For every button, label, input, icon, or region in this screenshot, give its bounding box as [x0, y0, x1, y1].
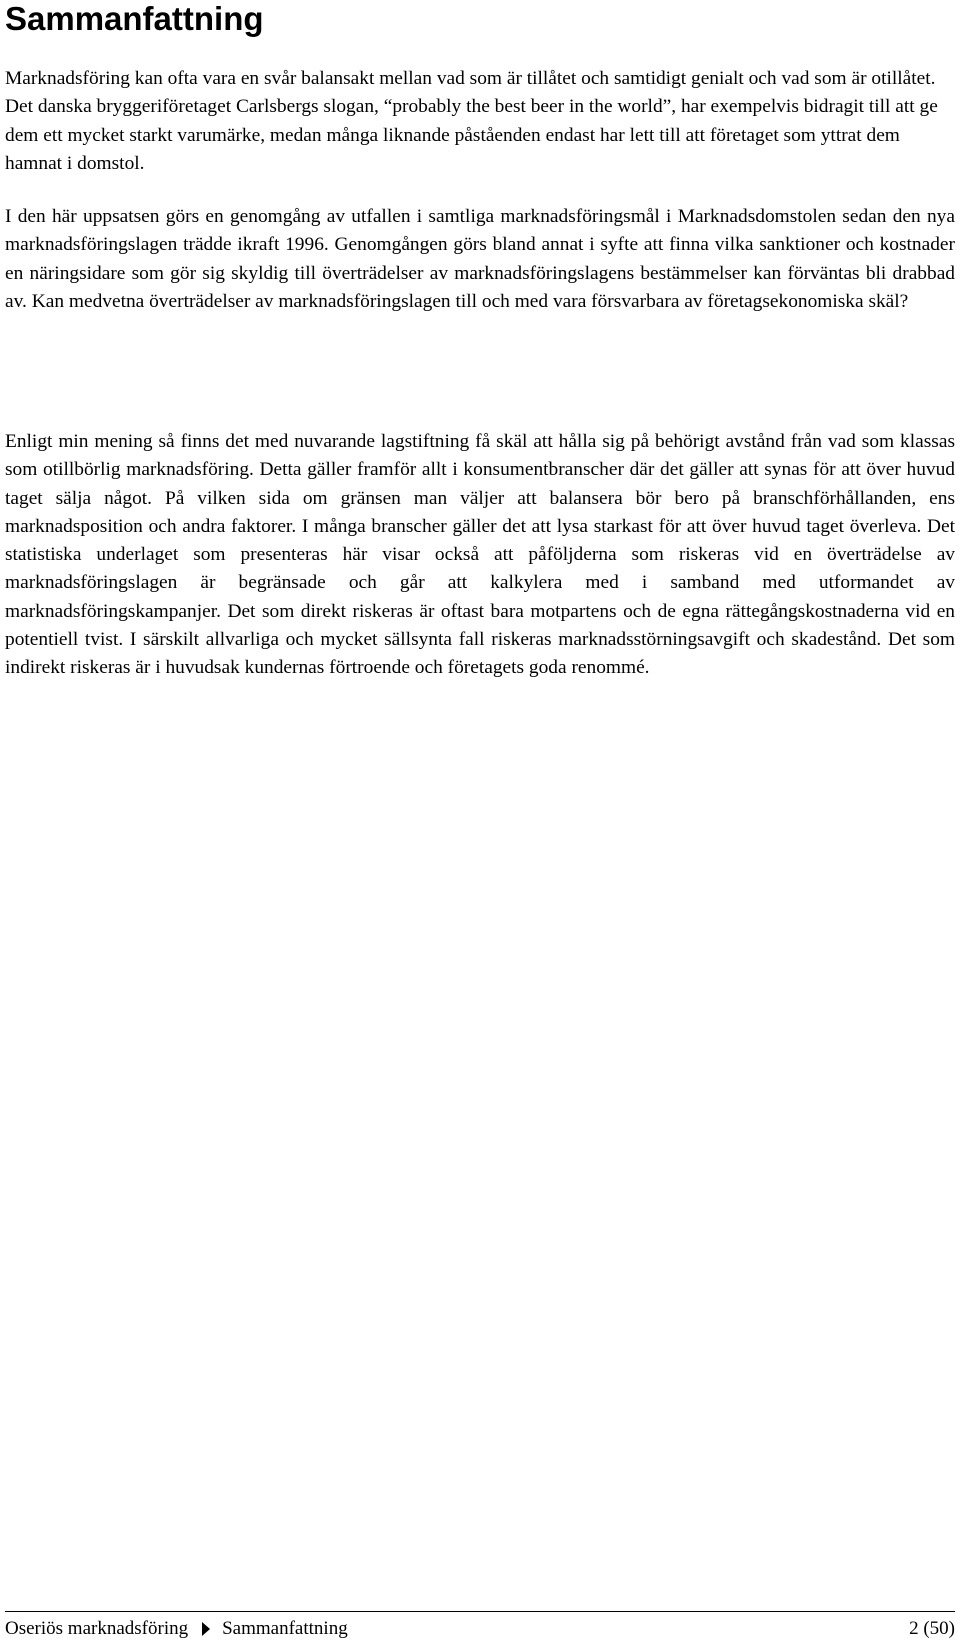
paragraph-intro [5, 65, 955, 178]
breadcrumb-arrow-icon [202, 1622, 210, 1636]
paragraph-conclusion [5, 428, 955, 683]
page-title: Sammanfattning [5, 0, 264, 37]
footer-document-title: Oseriös marknadsföring [5, 1618, 189, 1639]
paragraph-text: Enligt min mening så finns det med nuvarande lagstiftning få skäl att hålla sig på behörigt avstånd från vad som klassas som otillbörlig marknadsföring. Detta gäller framför allt i konsumentbranscher där det gäller att synas för att över huvud taget sälja något. På vilken sida om gränsen man väljer att balansera bör bero på branschförhållanden, ens marknadsposition och andra faktorer. I många branscher gäller det att lysa starkast för att över huvud taget överleva. Det statistiska underlaget som presenteras här visar också att påföljderna som riskeras vid en överträdelse av marknadsföringslagen är begränsade och går att kalkylera med i samband med utformandet av marknadsföringskampanjer. Det som direkt riskeras är oftast bara motpartens och de egna rättegångskostnaderna vid en potentiell tvist. I särskilt allvarliga och mycket sällsynta fall riskeras marknadsstörningsavgift och skadestånd. Det som indirekt riskeras är i huvudsak kundernas förtroende och företagets goda renommé. [5, 431, 955, 679]
paragraph-text: Marknadsföring kan ofta vara en svår balansakt mellan vad som är tillåtet och samtidigt genialt och vad som är otillåtet. Det danska bryggeriföretaget Carlsbergs slogan, “probably the best beer in the world”, har exempelvis bidragit till att ge dem ett mycket starkt varumärke, medan många liknande påståenden endast har lett till att företaget som yttrat dem hamnat i domstol. [5, 68, 938, 174]
footer-divider [5, 1611, 955, 1612]
page-number: 2 (50) [909, 1618, 955, 1639]
paragraph-text: I den här uppsatsen görs en genomgång av utfallen i samtliga marknadsföringsmål i Marknadsdomstolen sedan den nya marknadsföringslagen trädde ikraft 1996. Genomgången görs bland annat i syfte att finna vilka sanktioner och kostnader en näringsidare som gör sig skyldig till överträdelser av marknadsföringslagens bestämmelser kan förväntas bli drabbad av. Kan medvetna överträdelser av marknadsföringslagen till och med vara försvarbara av företagsekonomiska skäl? [5, 206, 955, 312]
page-footer [5, 1616, 955, 1642]
footer-section-name: Sammanfattning [222, 1618, 348, 1639]
paragraph-purpose [5, 203, 955, 316]
